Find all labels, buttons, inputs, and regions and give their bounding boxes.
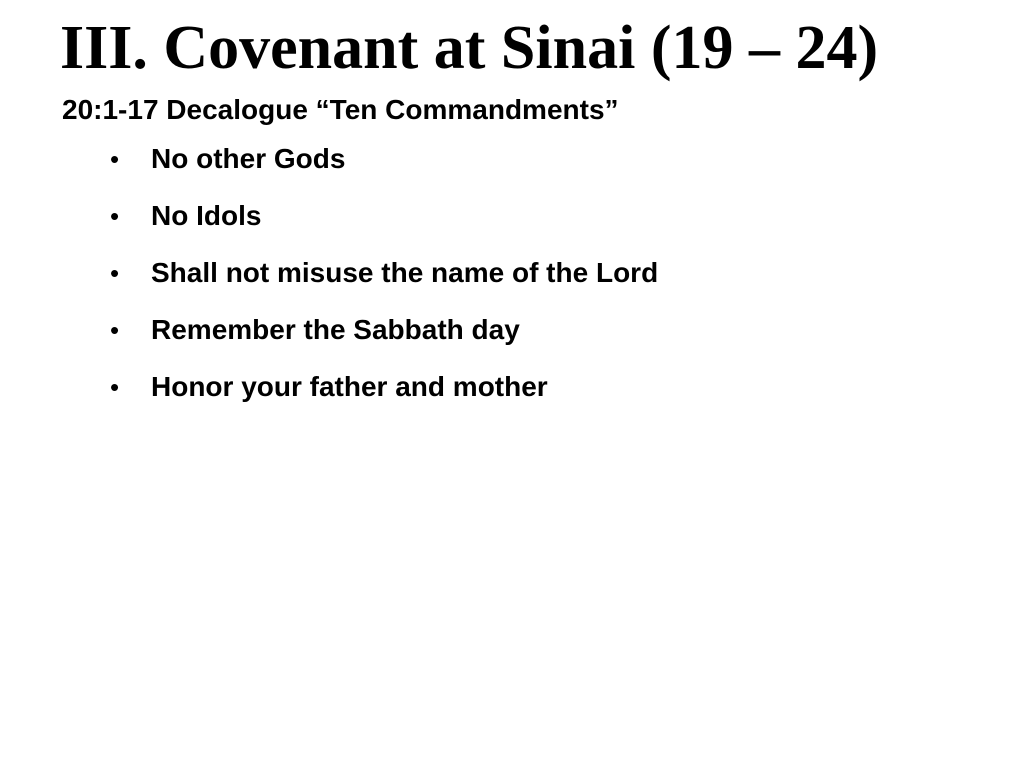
- slide-title: III. Covenant at Sinai (19 – 24): [60, 14, 879, 82]
- slide-subtitle: 20:1-17 Decalogue “Ten Commandments”: [62, 94, 619, 125]
- bullet-text: Shall not misuse the name of the Lord: [151, 257, 659, 288]
- bullet-icon: •: [110, 201, 120, 231]
- bullet-text: No Idols: [151, 200, 262, 231]
- bullet-text: Honor your father and mother: [151, 371, 548, 402]
- bullet-icon: •: [110, 315, 120, 345]
- bullet-text: No other Gods: [151, 143, 346, 174]
- bullet-text: Remember the Sabbath day: [151, 314, 520, 345]
- bullet-icon: •: [110, 258, 120, 288]
- bullet-icon: •: [110, 372, 120, 402]
- bullet-icon: •: [110, 144, 120, 174]
